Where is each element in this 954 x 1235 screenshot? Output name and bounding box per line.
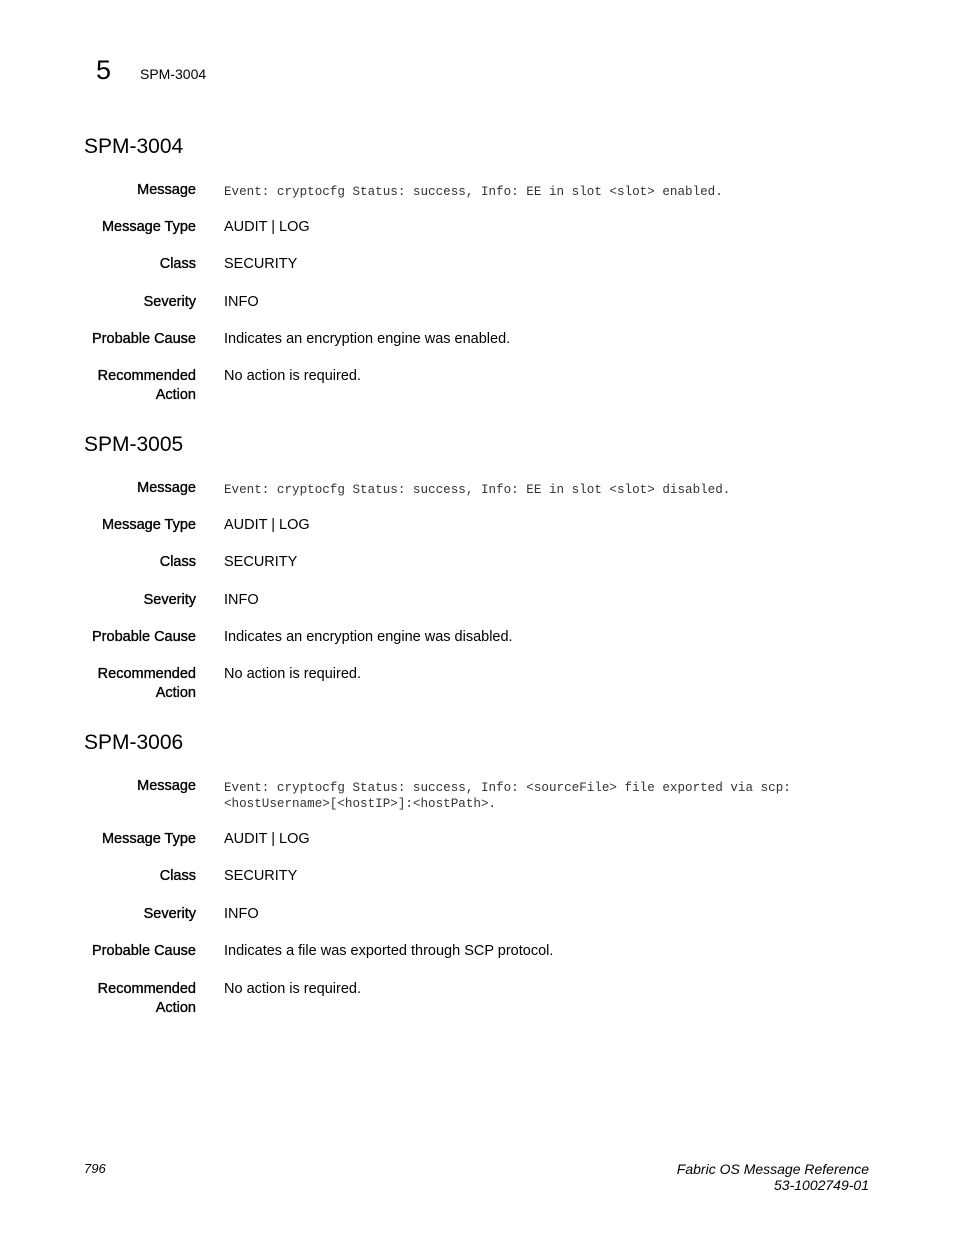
recommended-action-value: No action is required. bbox=[224, 981, 362, 997]
recommended-label-line1: Recommended bbox=[97, 368, 196, 384]
probable-cause-value: Indicates a file was exported through SCP protocol. bbox=[224, 943, 554, 959]
chapter-number: 5 bbox=[96, 55, 112, 85]
message-text bbox=[224, 780, 844, 812]
probable-cause-label: Probable Cause bbox=[92, 629, 196, 645]
message-text: Event: cryptocfg Status: success, Info: EE in slot <slot> enabled. bbox=[224, 185, 723, 199]
recommended-label-line2: Action bbox=[155, 685, 196, 701]
message-label: Message bbox=[137, 480, 196, 496]
recommended-action-label bbox=[60, 665, 196, 703]
recommended-action-label bbox=[60, 367, 196, 405]
probable-cause-value: Indicates an encryption engine was disabled. bbox=[224, 629, 513, 645]
message-type-value: AUDIT | LOG bbox=[224, 831, 310, 847]
class-label: Class bbox=[159, 868, 196, 884]
doc-title: Fabric OS Message Reference bbox=[676, 1161, 869, 1177]
page-number: 796 bbox=[84, 1161, 106, 1176]
severity-value: INFO bbox=[224, 592, 259, 608]
severity-label: Severity bbox=[143, 906, 196, 922]
severity-label: Severity bbox=[143, 294, 196, 310]
running-header-title: SPM-3004 bbox=[140, 66, 207, 82]
message-text-line2: <hostUsername>[<hostIP>]:<hostPath>. bbox=[224, 797, 497, 811]
class-value: SECURITY bbox=[224, 868, 298, 884]
probable-cause-label: Probable Cause bbox=[92, 331, 196, 347]
entry-title: SPM-3006 bbox=[84, 731, 184, 754]
footer-doc-info bbox=[677, 1161, 869, 1193]
message-type-label: Message Type bbox=[101, 831, 196, 847]
doc-number: 53-1002749-01 bbox=[774, 1177, 869, 1193]
recommended-label-line1: Recommended bbox=[97, 981, 196, 997]
message-type-value: AUDIT | LOG bbox=[224, 517, 310, 533]
recommended-label-line2: Action bbox=[155, 387, 196, 403]
recommended-label-line1: Recommended bbox=[97, 666, 196, 682]
recommended-label-line2: Action bbox=[155, 1000, 196, 1016]
message-type-label: Message Type bbox=[101, 219, 196, 235]
class-value: SECURITY bbox=[224, 256, 298, 272]
recommended-action-label bbox=[60, 980, 196, 1018]
probable-cause-label: Probable Cause bbox=[92, 943, 196, 959]
recommended-action-value: No action is required. bbox=[224, 666, 362, 682]
class-label: Class bbox=[159, 554, 196, 570]
entry-title: SPM-3004 bbox=[84, 135, 184, 158]
class-label: Class bbox=[159, 256, 196, 272]
severity-value: INFO bbox=[224, 906, 259, 922]
message-type-label: Message Type bbox=[101, 517, 196, 533]
class-value: SECURITY bbox=[224, 554, 298, 570]
message-label: Message bbox=[137, 182, 196, 198]
message-text: Event: cryptocfg Status: success, Info: EE in slot <slot> disabled. bbox=[224, 483, 731, 497]
message-label: Message bbox=[137, 778, 196, 794]
message-type-value: AUDIT | LOG bbox=[224, 219, 310, 235]
entry-title: SPM-3005 bbox=[84, 433, 184, 456]
message-text-line1: Event: cryptocfg Status: success, Info: <sourceFile> file exported via scp: bbox=[224, 781, 791, 795]
probable-cause-value: Indicates an encryption engine was enabled. bbox=[224, 331, 511, 347]
severity-value: INFO bbox=[224, 294, 259, 310]
severity-label: Severity bbox=[143, 592, 196, 608]
recommended-action-value: No action is required. bbox=[224, 368, 362, 384]
